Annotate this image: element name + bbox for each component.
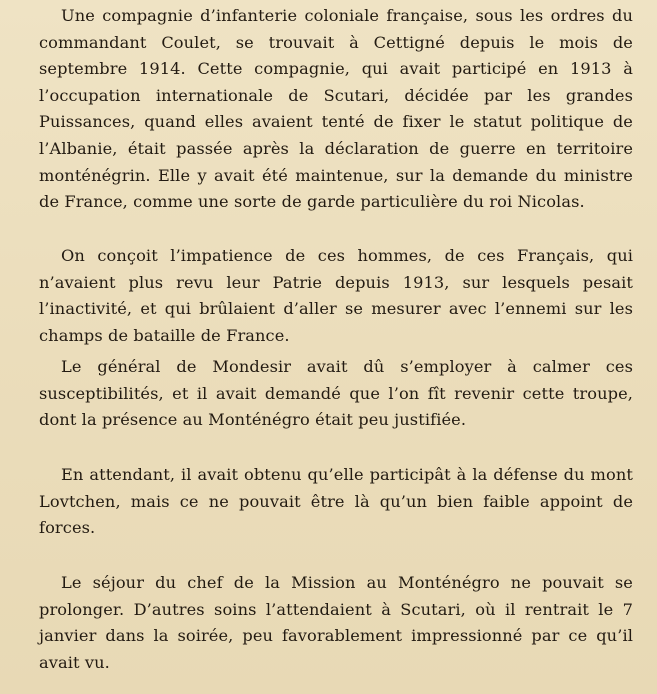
paragraph-mission-stay: Le séjour du chef de la Mission au Monténégro ne pouvait se prolonger. D’autres soins l’attendaient à Scutari, où il rentrait le 7 janvier dans la soirée, peu favorablement impressionné par ce qu’il avait vu.: [39, 573, 633, 672]
paragraph-general-mondesir: Le général de Mondesir avait dû s’employer à calmer ces susceptibilités, et il avait demandé que l’on fît revenir cette troupe, dont la présence au Monténégro était peu justifiée.: [39, 357, 633, 430]
paragraph-lovtchen-defense: En attendant, il avait obtenu qu’elle participât à la défense du mont Lovtchen, mais ce ne pouvait être là qu’un bien faible appoint de forces.: [39, 465, 633, 538]
paragraph-colonial-company: Une compagnie d’infanterie coloniale française, sous les ordres du commandant Coulet, se trouvait à Cettigné depuis le mois de septembre 1914. Cette compagnie, qui avait participé en 1913 à l’occupation internationale de Scutari, décidée par les grandes Puissances, quand elles avaient tenté de fixer le statut politique de l’Albanie, était passée après la déclaration de guerre en territoire monténégrin. Elle y avait été maintenue, sur la demande du ministre de France, comme une sorte de garde particulière du roi Nicolas.: [39, 6, 633, 212]
paragraph-impatience: On conçoit l’impatience de ces hommes, de ces Français, qui n’avaient plus revu leur Patrie depuis 1913, sur lesquels pesait l’inactivité, et qui brûlaient d’aller se mesurer avec l’ennemi sur les champs de bataille de France.: [39, 246, 633, 345]
